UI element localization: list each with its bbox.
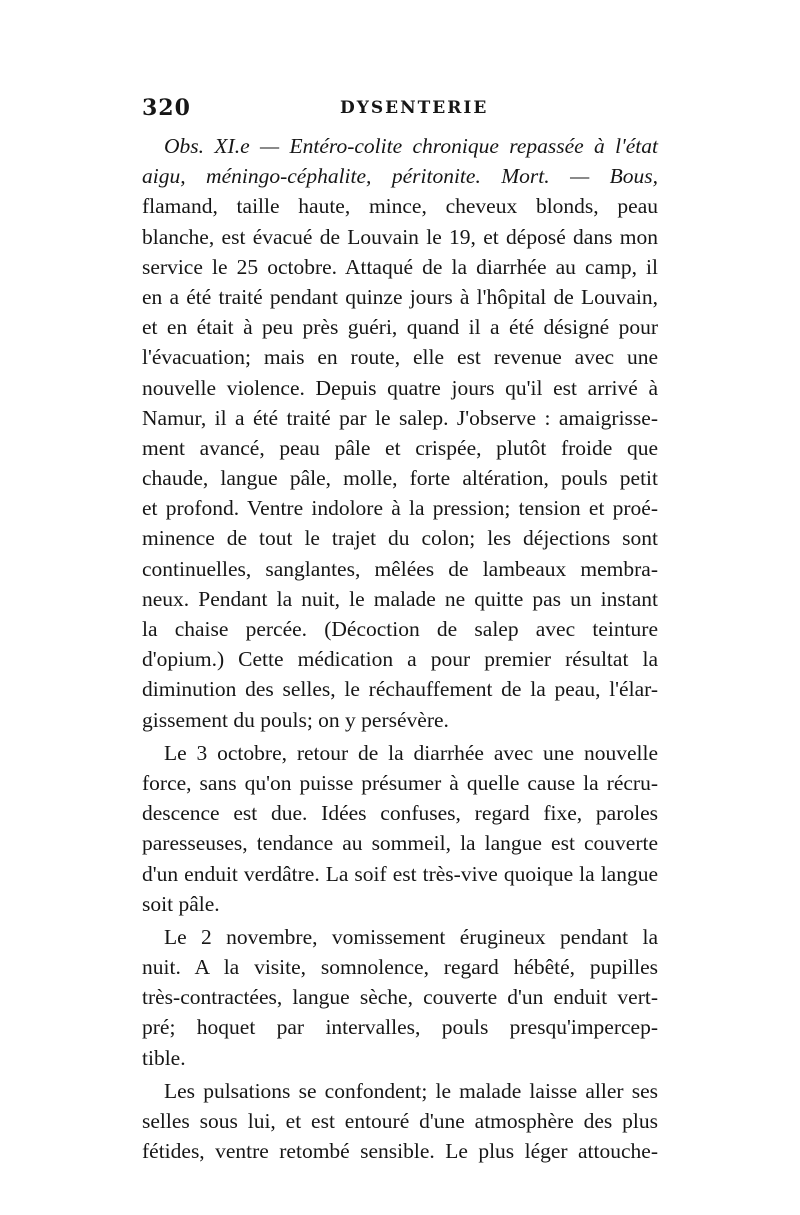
- text-line: Obs. XI.e — Entéro-colite chronique repassée à l'état: [164, 134, 658, 158]
- text-line: diminution des selles, le réchauffement de la peau, l'élar-: [142, 677, 658, 702]
- text-line: Le 2 novembre, vomissement érugineux pendant la: [164, 924, 658, 949]
- text-line: très-contractées, langue sèche, couverte d'un enduit vert-: [142, 985, 658, 1010]
- paragraph-pulsations: [142, 1076, 658, 1167]
- text-line: neux. Pendant la nuit, le malade ne quitte pas un instant: [142, 586, 658, 611]
- text-line: chaude, langue pâle, molle, forte altération, pouls petit: [142, 466, 658, 491]
- text-line: fétides, ventre retombé sensible. Le plus léger attouche-: [142, 1139, 658, 1164]
- page-header: [142, 95, 662, 125]
- text-line: soit pâle.: [142, 891, 220, 916]
- text-line: Le 3 octobre, retour de la diarrhée avec une nouvelle: [164, 740, 658, 765]
- text-line: ment avancé, peau pâle et crispée, plutôt froide que: [142, 435, 658, 460]
- text-line: blanche, est évacué de Louvain le 19, et déposé dans mon: [142, 224, 658, 249]
- text-line: l'évacuation; mais en route, elle est revenue avec une: [142, 345, 658, 370]
- text-line: d'un enduit verdâtre. La soif est très-vive quoique la langue: [142, 861, 658, 886]
- text-line: force, sans qu'on puisse présumer à quelle cause la récru-: [142, 770, 658, 795]
- paragraph-observation-xi: [142, 131, 658, 735]
- text-line: nouvelle violence. Depuis quatre jours qu'il est arrivé à: [142, 375, 658, 400]
- running-head: DYSENTERIE: [340, 98, 489, 118]
- text-line: continuelles, sanglantes, mêlées de lambeaux membra-: [142, 556, 658, 581]
- text-line: nuit. A la visite, somnolence, regard hébêté, pupilles: [142, 955, 658, 980]
- text-line: minence de tout le trajet du colon; les déjections sont: [142, 526, 658, 551]
- text-line: descence est due. Idées confuses, regard fixe, paroles: [142, 801, 658, 826]
- paragraph-november-2: [142, 922, 658, 1073]
- text-line: service le 25 octobre. Attaqué de la diarrhée au camp, il: [142, 254, 658, 279]
- text-line: et profond. Ventre indolore à la pression; tension et proé-: [142, 496, 658, 521]
- text-line: selles sous lui, et est entouré d'une atmosphère des plus: [142, 1109, 658, 1133]
- paragraph-october-3: [142, 738, 658, 919]
- text-line: la chaise percée. (Décoction de salep avec teinture: [142, 617, 658, 641]
- text-line: et en était à peu près guéri, quand il a été désigné pour: [142, 315, 658, 340]
- body-text: [142, 131, 658, 1166]
- text-line: Les pulsations se confondent; le malade laisse aller ses: [164, 1078, 658, 1103]
- text-line: flamand, taille haute, mince, cheveux blonds, peau: [142, 194, 658, 219]
- text-line: Namur, il a été traité par le salep. J'observe : amaigrisse-: [142, 405, 658, 430]
- text-line: pré; hoquet par intervalles, pouls presqu'impercep-: [142, 1015, 658, 1040]
- text-line: paresseuses, tendance au sommeil, la langue est couverte: [142, 831, 658, 856]
- page-number: 320: [142, 95, 191, 121]
- text-line: d'opium.) Cette médication a pour premier résultat la: [142, 647, 658, 672]
- text-line: tible.: [142, 1045, 186, 1070]
- text-line: en a été traité pendant quinze jours à l'hôpital de Louvain,: [142, 284, 658, 309]
- text-line: gissement du pouls; on y persévère.: [142, 707, 449, 732]
- text-line: aigu, méningo-céphalite, péritonite. Mort. — Bous,: [142, 164, 658, 189]
